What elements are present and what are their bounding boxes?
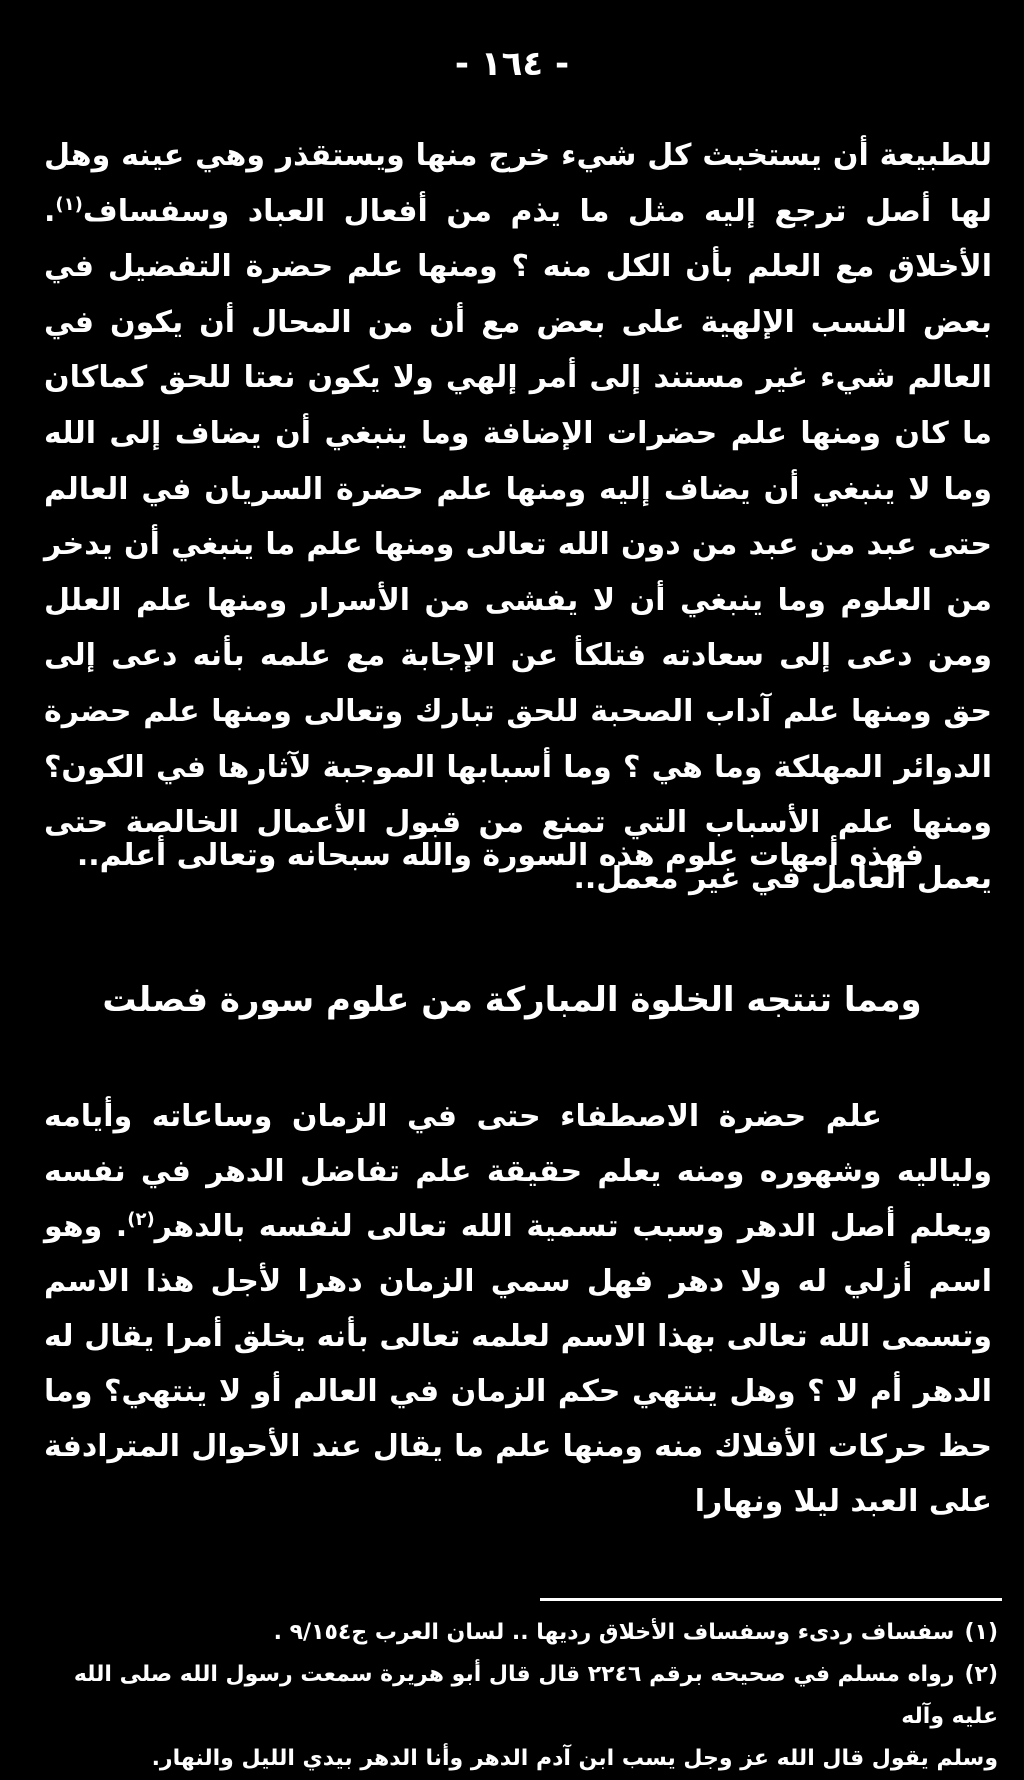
footnote-2-text: رواه مسلم في صحيحه برقم ٢٢٤٦ قال قال أبو هريرة سمعت رسول الله صلى الله عليه وآله [73,1662,998,1729]
footnote-1-text: سفساف ردىء وسفساف الأخلاق رديها .. لسان العرب ج٩/١٥٤ . [273,1620,955,1645]
page-number: - ١٦٤ - [454,44,570,84]
paragraph-1 [44,128,992,906]
closing-line: فهذه أمهات علوم هذه السورة والله سبحانه وتعالى أعلم.. [76,838,924,873]
footnote-2-continuation: وسلم يقول قال الله عز وجل يسب ابن آدم الدهر وأنا الدهر بيدي الليل والنهار. [151,1746,998,1771]
footnote-1 [36,1612,998,1654]
footnote-ref-1[interactable]: (١) [55,193,83,215]
paragraph-2 [44,1089,992,1529]
footnote-divider [540,1598,1002,1601]
footnote-2 [36,1654,998,1780]
paragraph-1-text-a: للطبيعة أن يستخبث كل شيء خرج منها ويستقذر وهي عينه وهل لها أصل ترجع إليه مثل ما يذم من أفعال العباد وسفساف [44,138,992,229]
footnote-1-number: (١) [964,1620,998,1645]
paragraph-2-text-a: علم حضرة الاصطفاء حتى في الزمان وساعاته وأيامه ولياليه وشهوره ومنه يعلم حقيقة علم تفاضل الدهر في نفسه ويعلم أصل الدهر وسبب تسمية الله تعالى لنفسه بالدهر [44,1099,992,1244]
footnote-ref-2[interactable]: (٢) [127,1209,155,1230]
paragraph-1-text-b: . الأخلاق مع العلم بأن الكل منه ؟ ومنها علم حضرة التفضيل في بعض النسب الإلهية على بعض مع أن من المحال أن يكون في العالم شيء غير مستند إلى أمر إلهي ولا يكون نعتا للحق كماكان ما كان ومنها علم حضرات الإضافة وما ينبغي أن يضاف إلى الله وما لا ينبغي أن يضاف إليه ومنها علم حضرة السريان في العالم حتى عبد من عبد من دون الله تعالى ومنها علم ما ينبغي أن يدخر من العلوم وما ينبغي أن لا يفشى من الأسرار ومنها علم العلل ومن دعى إلى سعادته فتلكأ عن الإجابة مع علمه بأنه دعى إلى حق ومنها علم آداب الصحبة للحق تبارك وتعالى ومنها علم حضرة الدوائر المهلكة وما هي ؟ وما أسبابها الموجبة لآثارها في الكون؟ ومنها علم الأسباب التي تمنع من قبول الأعمال الخالصة حتى يعمل العامل في غير معمل.. [44,193,992,896]
paragraph-2-text-b: . وهو اسم أزلي له ولا دهر فهل سمي الزمان دهرا لأجل هذا الاسم وتسمى الله تعالى بهذا الاسم لعلمه تعالى بأنه يخلق أمرا يقال له الدهر أم لا ؟ وهل ينتهي حكم الزمان في العالم أو لا ينتهي؟ وما حظ حركات الأفلاك منه ومنها علم ما يقال عند الأحوال المترادفة على العبد ليلا ونهارا [44,1209,992,1519]
section-heading: ومما تنتجه الخلوة المباركة من علوم سورة فصلت [102,980,922,1020]
footnotes [36,1612,998,1780]
footnote-2-number: (٢) [964,1662,998,1687]
